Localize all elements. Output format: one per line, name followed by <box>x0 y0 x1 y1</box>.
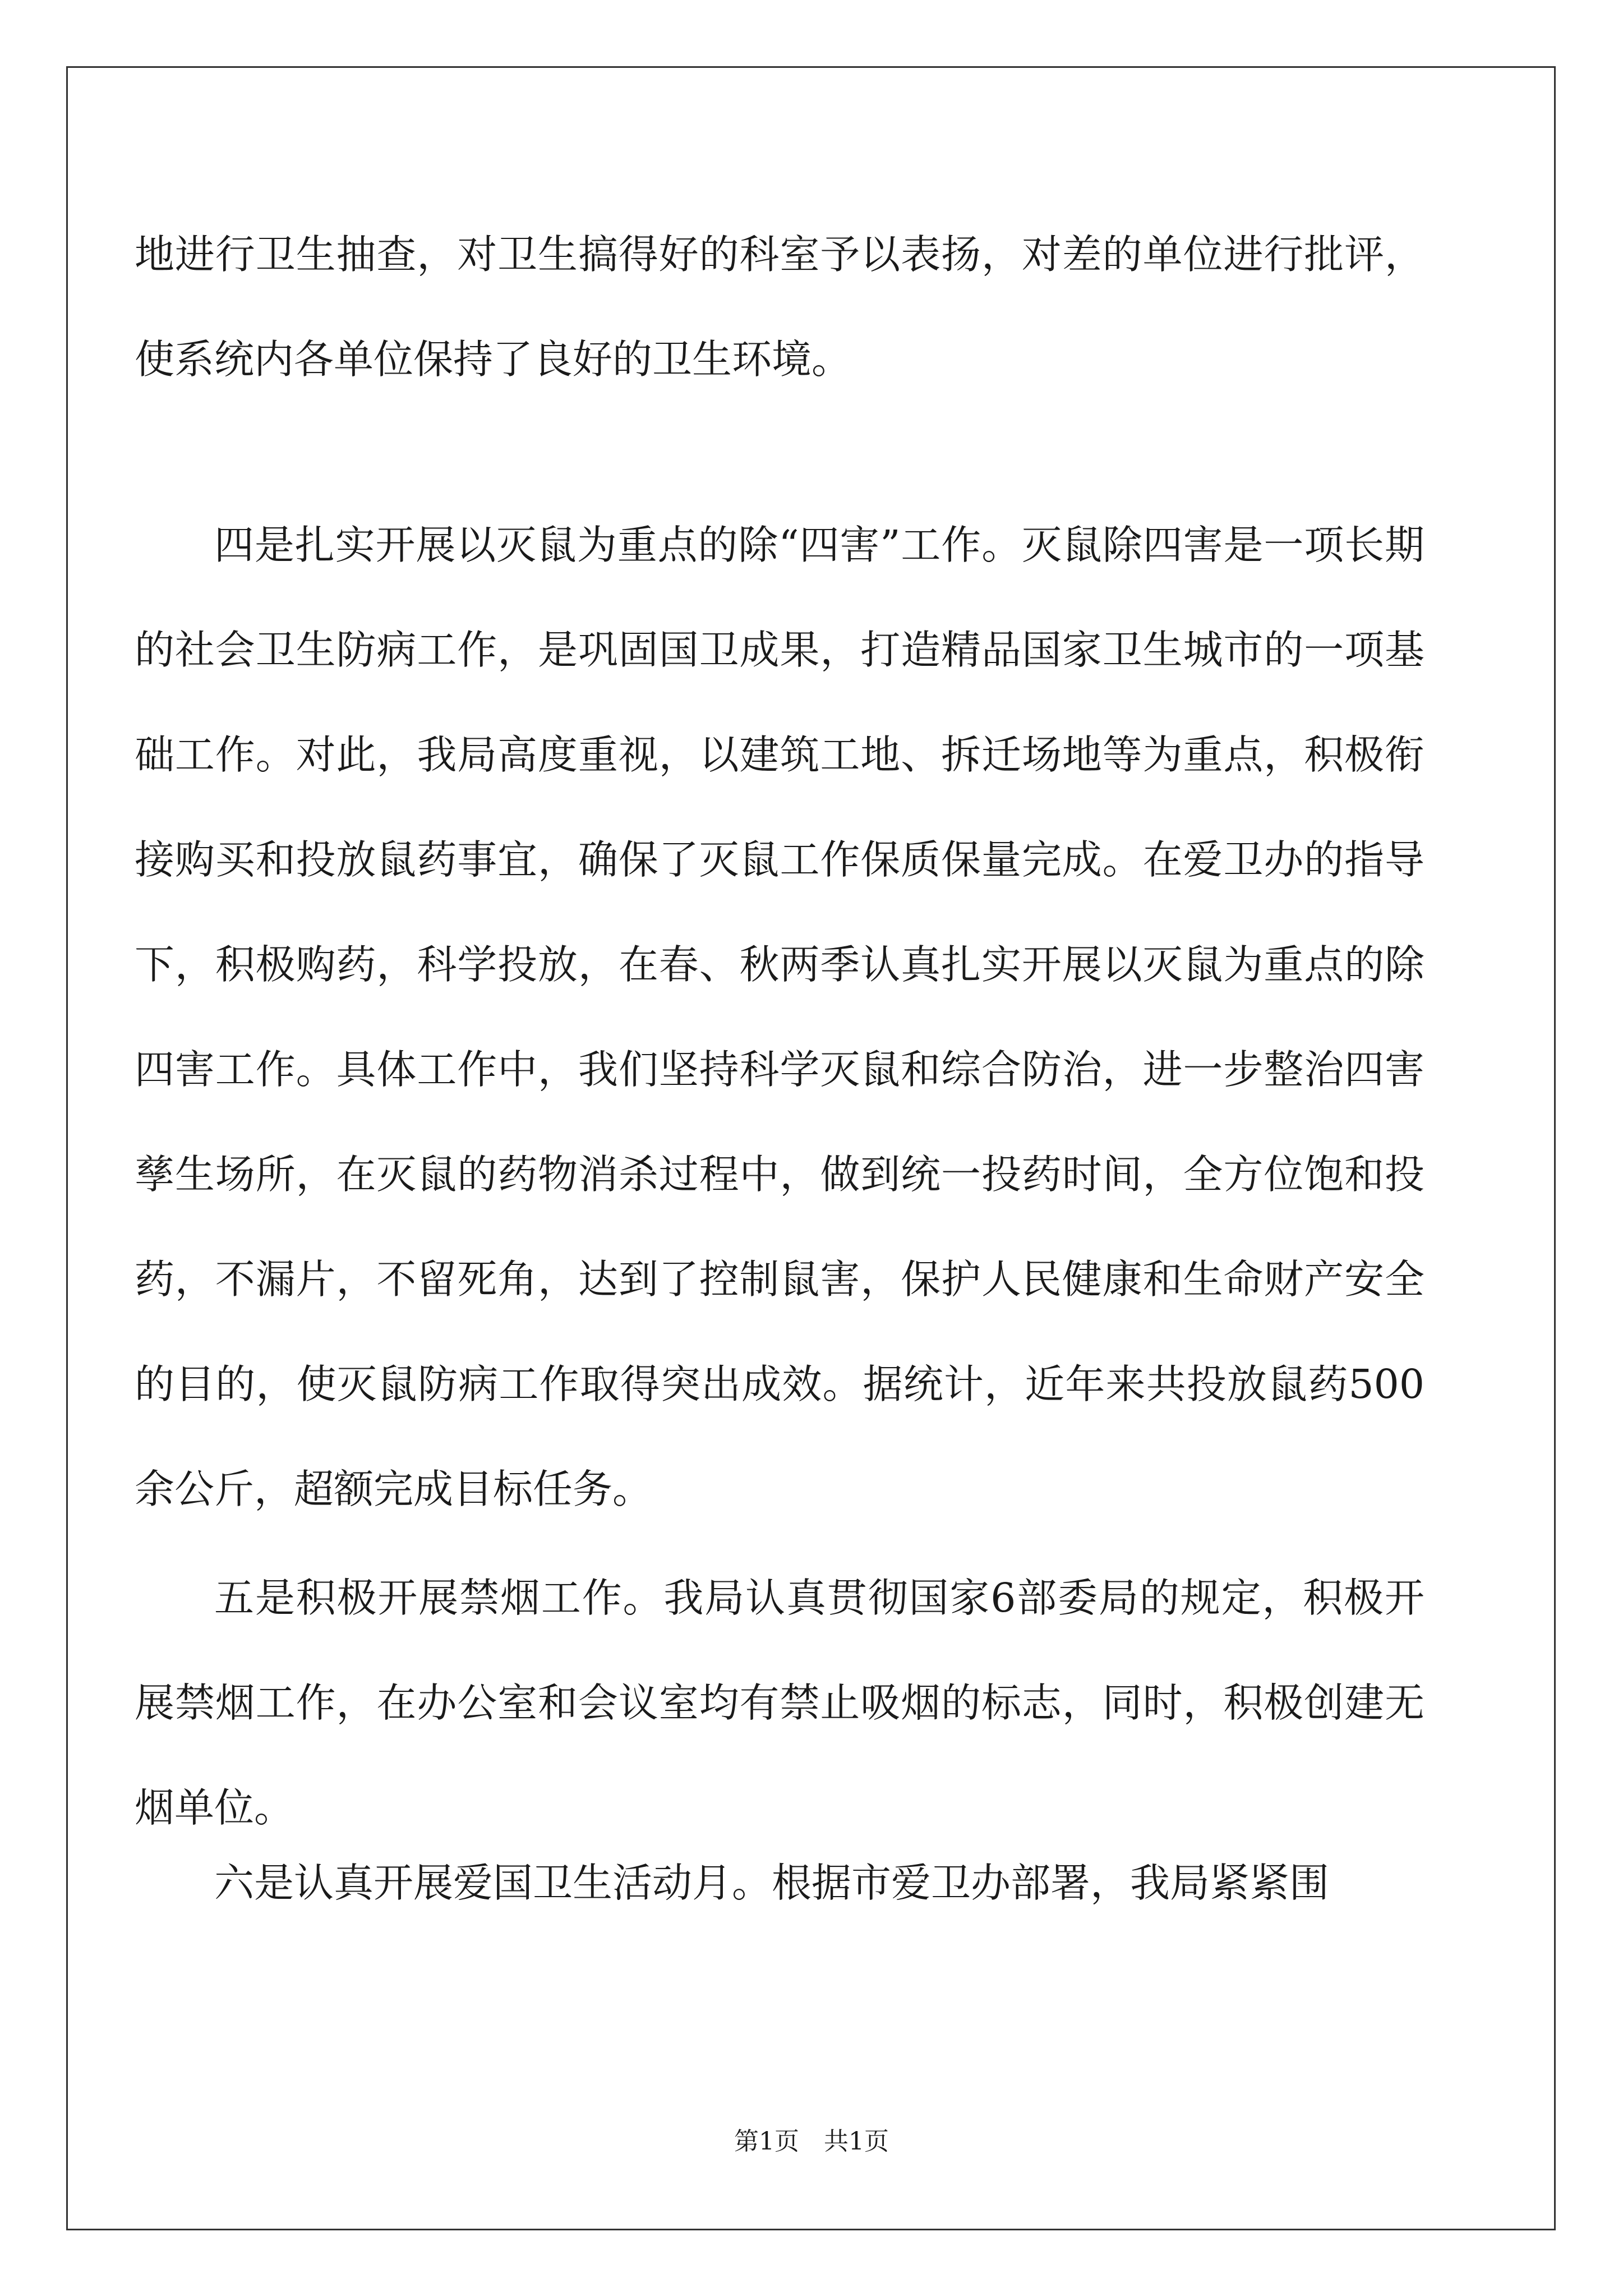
page-footer <box>0 2125 1623 2159</box>
page-number-label: 第1页 共1页 <box>734 2127 889 2156</box>
paragraph-item-five: 五是积极开展禁烟工作。我局认真贯彻国家6部委局的规定，积极开展禁烟工作，在办公室和会议室均有禁止吸烟的标志，同时，积极创建无烟单位。 <box>135 1575 1424 1831</box>
paragraph-item-four: 四是扎实开展以灭鼠为重点的除“四害”工作。灭鼠除四害是一项长期的社会卫生防病工作，是巩固国卫成果，打造精品国家卫生城市的一项基础工作。对此，我局高度重视，以建筑工地、拆迁场地等为重点，积极衔接购买和投放鼠药事宜，确保了灭鼠工作保质保量完成。在爱卫办的指导下，积极购药，科学投放，在春、秋两季认真扎实开展以灭鼠为重点的除四害工作。具体工作中，我们坚持科学灭鼠和综合防治，进一步整治四害孳生场所，在灭鼠的药物消杀过程中，做到统一投药时间，全方位饱和投药，不漏片，不留死角，达到了控制鼠害，保护人民健康和生命财产安全的目的，使灭鼠防病工作取得突出成效。据统计，近年来共投放鼠药500余公斤，超额完成目标任务。 <box>135 522 1424 1512</box>
paragraph-continuation: 地进行卫生抽查，对卫生搞得好的科室予以表扬，对差的单位进行批评，使系统内各单位保持了良好的卫生环境。 <box>135 231 1424 383</box>
paragraph-item-six: 六是认真开展爱国卫生活动月。根据市爱卫办部署，我局紧紧围 <box>214 1860 1330 1906</box>
